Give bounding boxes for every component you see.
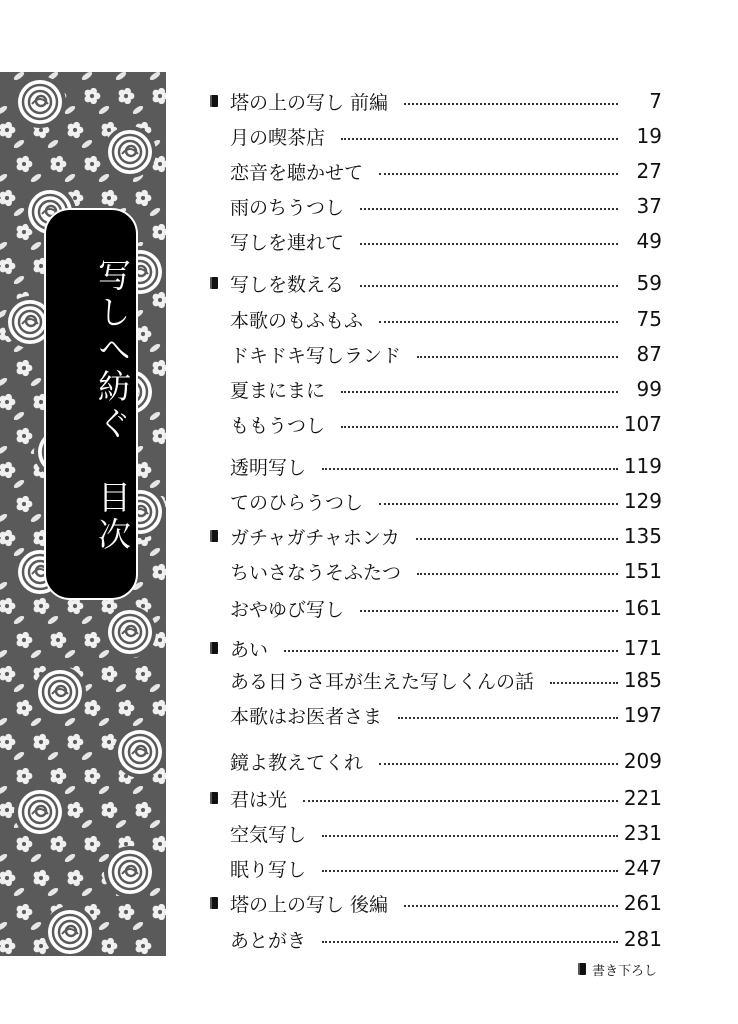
toc-title: てのひらうつし [230,491,364,514]
toc-page-number: 119 [623,454,662,478]
legend-label: 書き下ろし [592,963,658,979]
legend [578,958,657,980]
toc-entry [210,121,662,151]
dot-leader [284,650,618,652]
dot-leader [322,468,618,470]
toc-page-number: 27 [636,159,662,183]
toc-page-number: 49 [636,229,662,253]
toc-page-number: 59 [636,271,662,295]
book-icon [210,530,218,542]
toc-page-number: 197 [623,703,662,727]
book-icon [578,963,586,975]
toc-page-number: 261 [623,891,662,915]
toc-title: ももうつし [230,414,326,437]
toc-page-number: 19 [636,124,662,148]
toc-page-number: 171 [623,636,662,660]
toc-page-number: 37 [636,194,662,218]
dot-leader [341,391,618,393]
toc-entry [210,339,662,369]
dot-leader [322,941,618,943]
toc-title: 君は光 [230,788,288,811]
dot-leader [404,103,618,105]
dot-leader [341,138,618,140]
toc-page-number: 7 [649,89,662,113]
toc-title: 雨のちうつし [230,196,345,219]
toc-page-number: 185 [623,668,662,692]
toc-page-number: 99 [636,377,662,401]
toc-title: 塔の上の写し 後編 [230,893,389,916]
toc-entry [210,521,662,551]
dot-leader [417,573,618,575]
toc-title: ドキドキ写しランド [230,344,402,367]
toc-page-number: 161 [623,596,662,620]
toc-title: 恋音を聴かせて [230,161,364,184]
toc-entry [210,374,662,404]
toc-entry [210,665,662,695]
toc-title: ちいさなうそふたつ [230,561,402,584]
toc-page-number: 129 [623,489,662,513]
book-icon [210,277,218,289]
dot-leader [379,173,618,175]
toc-entry [210,268,662,298]
toc-page-number: 151 [623,559,662,583]
toc-title: 月の喫茶店 [230,126,326,149]
toc-entry [210,924,662,954]
toc-marker [210,897,228,909]
toc-title: 写しを数える [230,273,345,296]
toc-title: 眠り写し [230,858,307,881]
dot-leader [360,285,618,287]
dot-leader [341,426,618,428]
toc-entry [210,556,662,586]
toc-entry [210,783,662,813]
toc-marker [210,792,228,804]
dot-leader [404,905,618,907]
book-icon [210,642,218,654]
toc-entry [210,486,662,516]
dot-leader [417,356,618,358]
toc-title: 塔の上の写し 前編 [230,91,389,114]
toc-entry [210,304,662,334]
toc-title: 本歌のもふもふ [230,309,364,332]
toc-entry [210,593,662,623]
toc-marker [210,642,228,654]
toc-marker [210,530,228,542]
toc-page-number: 75 [636,307,662,331]
toc-title: 空気写し [230,823,307,846]
toc-entry [210,633,662,663]
dot-leader [379,763,618,765]
toc-entry [210,853,662,883]
toc-entry [210,86,662,116]
toc-page-number: 209 [623,749,662,773]
toc-title: ガチャガチャホンカ [230,526,400,549]
toc-title: 透明写し [230,456,307,479]
dot-leader [303,800,618,802]
toc-title: 夏まにまに [230,379,326,402]
dot-leader [379,503,618,505]
toc-page-number: 281 [623,927,662,951]
toc-title: 写しを連れて [230,231,345,254]
dot-leader [360,243,618,245]
toc-entry [210,409,662,439]
toc-entry [210,156,662,186]
toc-page-number: 107 [623,412,662,436]
toc-entry [210,746,662,776]
toc-title: あい [230,638,269,661]
book-icon [210,792,218,804]
toc-title: あとがき [230,929,307,952]
dot-leader [322,870,618,872]
page-title: 写しへ紡ぐ 目次 [93,258,132,554]
dot-leader [550,682,618,684]
toc-page-number: 247 [623,856,662,880]
toc-entry [210,888,662,918]
book-icon [210,897,218,909]
toc-page-number: 221 [623,786,662,810]
toc-title: おやゆび写し [230,598,345,621]
book-icon [210,95,218,107]
toc-page-number: 231 [623,821,662,845]
toc-marker [210,277,228,289]
toc-page-number: 87 [636,342,662,366]
toc-entry [210,818,662,848]
dot-leader [322,835,618,837]
toc-title: ある日うさ耳が生えた写しくんの話 [230,670,535,693]
toc-entry [210,700,662,730]
dot-leader [360,610,618,612]
dot-leader [416,538,618,540]
toc-title: 本歌はお医者さま [230,705,383,728]
toc-entry [210,191,662,221]
dot-leader [398,717,618,719]
toc-page-number: 135 [623,524,662,548]
toc-title: 鏡よ教えてくれ [230,751,364,774]
toc-marker [210,95,228,107]
dot-leader [379,321,618,323]
toc-entry [210,226,662,256]
toc-entry [210,451,662,481]
dot-leader [360,208,618,210]
